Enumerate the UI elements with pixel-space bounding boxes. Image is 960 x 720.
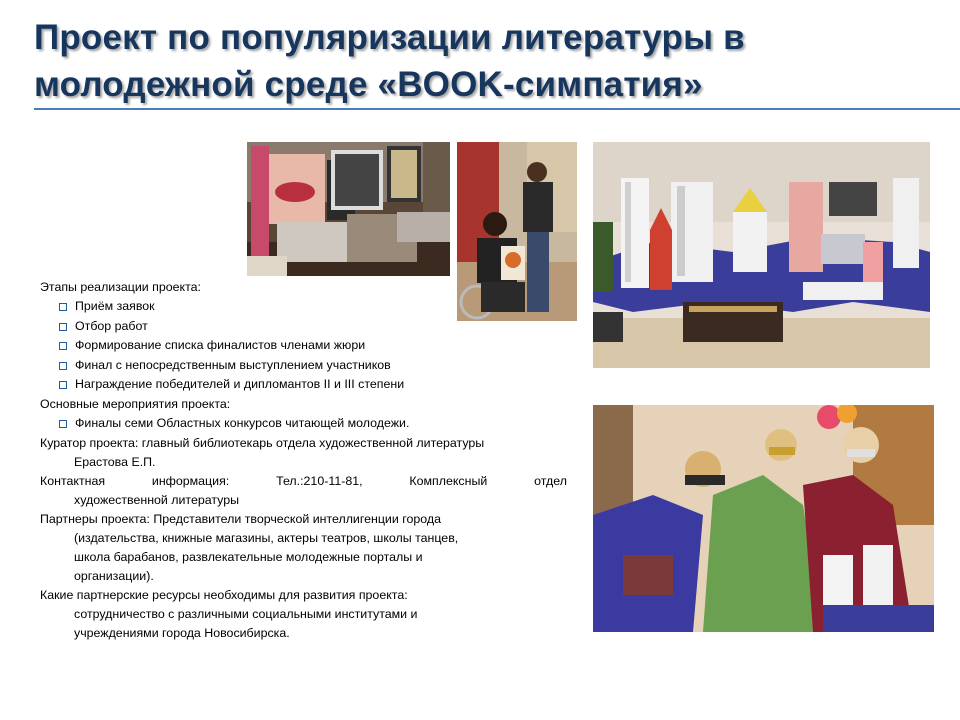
project-description <box>40 278 567 643</box>
photo-costumed-participants <box>593 405 934 632</box>
stage-item-text: Отбор работ <box>75 318 148 333</box>
partners-label: Партнеры проекта: <box>40 511 150 526</box>
contact-line <box>40 472 567 491</box>
curator-name: Ерастова Е.П. <box>74 454 156 469</box>
bullet-square-icon <box>59 323 67 331</box>
title-line-2: молодежной среде «BOOK-симпатия» <box>34 65 703 104</box>
resources-text-2: учреждениями города Новосибирска. <box>74 625 290 640</box>
contact-phone: Тел.:210-11-81, <box>276 473 363 488</box>
stages-list <box>40 297 567 395</box>
resources-text-1: сотрудничество с различными социальными институтами и <box>74 606 418 621</box>
list-item <box>59 414 567 434</box>
partners-line <box>40 510 567 529</box>
list-item <box>59 375 567 395</box>
contact-word-2: отдел <box>534 473 567 488</box>
event-item-text: Финалы семи Областных конкурсов читающей молодежи. <box>75 415 410 430</box>
stages-heading: Этапы реализации проекта: <box>40 280 201 294</box>
photo-artwork-exhibition <box>247 142 450 276</box>
contact-label: Контактная <box>40 473 106 488</box>
partners-text-1: Представители творческой интеллигенции города <box>149 511 441 526</box>
stage-item-text: Приём заявок <box>75 299 155 313</box>
list-item <box>59 336 567 356</box>
list-item <box>59 317 567 337</box>
title-line-1: Проект по популяризации литературы в <box>34 18 745 57</box>
curator-text: главный библиотекарь отдела художественной литературы <box>138 435 485 450</box>
contact-word-1: Комплексный <box>409 473 488 488</box>
photo-city-model-with-books <box>593 142 930 368</box>
partners-text-2: (издательства, книжные магазины, актеры театров, школы танцев, <box>74 530 459 545</box>
bullet-square-icon <box>59 420 67 428</box>
stage-item-text: Формирование списка финалистов членами жюри <box>75 338 366 353</box>
title-underline <box>34 108 960 110</box>
events-heading: Основные мероприятия проекта: <box>40 396 231 411</box>
list-item <box>59 297 567 317</box>
bullet-square-icon <box>59 381 67 389</box>
curator-line <box>40 434 567 453</box>
list-item <box>59 356 567 376</box>
contact-department: художественной литературы <box>74 492 240 507</box>
partners-text-3: школа барабанов, развлекательные молодежные порталы и <box>74 549 423 564</box>
resources-label: Какие партнерские ресурсы необходимы для развития проекта: <box>40 587 408 602</box>
bullet-square-icon <box>59 342 67 350</box>
events-list <box>40 414 567 434</box>
bullet-square-icon <box>59 362 67 370</box>
stage-item-text: Награждение победителей и дипломантов II и III степени <box>75 377 405 392</box>
contact-label-2: информация: <box>151 473 230 488</box>
curator-label: Куратор проекта: <box>40 435 139 450</box>
partners-text-4: организации). <box>74 568 154 583</box>
slide-title <box>34 14 794 108</box>
stage-item-text: Финал с непосредственным выступлением участников <box>75 357 391 372</box>
bullet-square-icon <box>59 303 67 311</box>
